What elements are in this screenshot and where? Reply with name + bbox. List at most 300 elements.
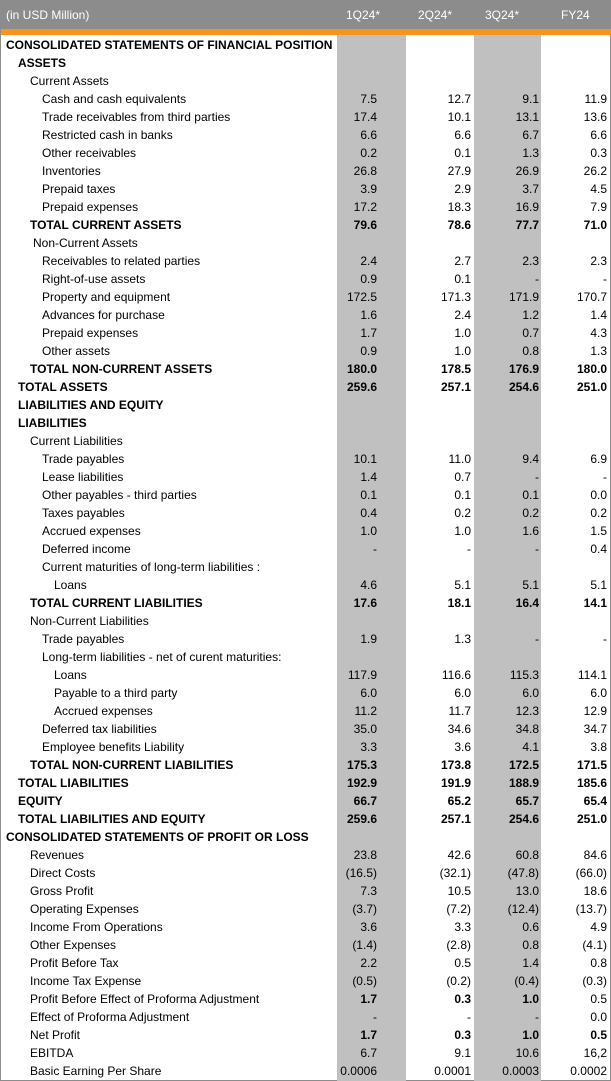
- table-row: [1, 180, 611, 198]
- row-label: Current Liabilities: [30, 434, 123, 448]
- row-label: TOTAL CURRENT LIABILITIES: [30, 596, 203, 610]
- cell-1q24: 7.3: [360, 884, 377, 898]
- cell-3q24: 1.6: [522, 524, 539, 538]
- cell-2q24: (0.2): [446, 974, 471, 988]
- cell-fy24: 26.2: [583, 164, 607, 178]
- cell-fy24: 180.0: [576, 362, 607, 376]
- row-label: Trade payables: [42, 452, 125, 466]
- cell-1q24: -: [373, 542, 377, 556]
- cell-2q24: 0.1: [454, 272, 471, 286]
- cell-3q24: 16.4: [515, 596, 539, 610]
- cell-3q24: 0.8: [522, 344, 539, 358]
- cell-2q24: 5.1: [454, 578, 471, 592]
- row-label: EQUITY: [18, 794, 63, 808]
- row-label: Basic Earning Per Share: [30, 1064, 162, 1078]
- row-label: Revenues: [30, 848, 85, 862]
- table-row: [1, 486, 611, 504]
- cell-2q24: 9.1: [454, 1046, 471, 1060]
- cell-2q24: 3.6: [454, 740, 471, 754]
- table-row: [1, 774, 611, 792]
- cell-fy24: 1.3: [590, 344, 607, 358]
- cell-fy24: 7.9: [590, 200, 607, 214]
- cell-3q24: 4.1: [522, 740, 539, 754]
- cell-2q24: 18.3: [447, 200, 471, 214]
- cell-2q24: 178.5: [440, 362, 471, 376]
- cell-1q24: 3.3: [360, 740, 377, 754]
- cell-1q24: 17.4: [353, 110, 377, 124]
- cell-2q24: 171.3: [440, 290, 471, 304]
- cell-fy24: 185.6: [576, 776, 607, 790]
- row-label: Other Expenses: [30, 938, 117, 952]
- row-label: Operating Expenses: [30, 902, 139, 916]
- cell-1q24: 2.2: [360, 956, 377, 970]
- cell-3q24: 16.9: [515, 200, 539, 214]
- cell-3q24: 254.6: [508, 380, 539, 394]
- row-label: Non-Current Liabilities: [30, 614, 149, 628]
- cell-2q24: 191.9: [440, 776, 471, 790]
- cell-1q24: 10.1: [353, 452, 377, 466]
- row-label: Loans: [54, 668, 87, 682]
- cell-2q24: (32.1): [439, 866, 471, 880]
- cell-fy24: 4.9: [590, 920, 607, 934]
- cell-1q24: 0.9: [360, 272, 377, 286]
- table-row: [1, 1026, 611, 1044]
- table-row: [1, 846, 611, 864]
- cell-fy24: 0.2: [590, 506, 607, 520]
- cell-2q24: (2.8): [446, 938, 471, 952]
- cell-1q24: 6.6: [360, 128, 377, 142]
- cell-fy24: 2.3: [590, 254, 607, 268]
- cell-fy24: 12.9: [583, 704, 607, 718]
- table-row: [1, 864, 611, 882]
- row-label: TOTAL NON-CURRENT ASSETS: [30, 362, 213, 376]
- row-label: Effect of Proforma Adjustment: [30, 1010, 190, 1024]
- cell-fy24: (13.7): [575, 902, 607, 916]
- cell-2q24: 78.6: [447, 218, 471, 232]
- table-row: [1, 972, 611, 990]
- cell-fy24: 3.8: [590, 740, 607, 754]
- cell-fy24: 16,2: [583, 1046, 607, 1060]
- table-row: [1, 918, 611, 936]
- unit-label: (in USD Million): [6, 8, 90, 22]
- row-label: Other payables - third parties: [42, 488, 197, 502]
- cell-1q24: 172.5: [346, 290, 377, 304]
- row-label: Non-Current Assets: [33, 236, 138, 250]
- cell-3q24: 1.3: [522, 146, 539, 160]
- row-label: Property and equipment: [42, 290, 171, 304]
- cell-1q24: 3.9: [360, 182, 377, 196]
- cell-1q24: 192.9: [346, 776, 377, 790]
- cell-2q24: 10.5: [447, 884, 471, 898]
- cell-2q24: 1.0: [454, 344, 471, 358]
- table-body: [1, 36, 611, 1080]
- cell-1q24: (1.4): [352, 938, 377, 952]
- cell-fy24: 34.7: [583, 722, 607, 736]
- table-row: [1, 288, 611, 306]
- cell-2q24: 11.0: [448, 452, 471, 466]
- cell-fy24: 1.5: [590, 524, 607, 538]
- row-label: Loans: [54, 578, 87, 592]
- cell-fy24: -: [603, 470, 607, 484]
- cell-2q24: 6.6: [454, 128, 471, 142]
- cell-3q24: 12.3: [515, 704, 539, 718]
- cell-3q24: 0.0003: [502, 1064, 539, 1078]
- cell-2q24: 257.1: [440, 812, 471, 826]
- row-label: Employee benefits Liability: [42, 740, 185, 754]
- row-label: Trade receivables from third parties: [42, 110, 231, 124]
- cell-2q24: 6.0: [454, 686, 471, 700]
- cell-fy24: -: [603, 272, 607, 286]
- table-row: [1, 108, 611, 126]
- table-row: [1, 936, 611, 954]
- table-row: [1, 378, 611, 396]
- table-row: [1, 162, 611, 180]
- table-row: [1, 882, 611, 900]
- cell-2q24: 65.2: [447, 794, 471, 808]
- cell-1q24: 1.7: [360, 1028, 377, 1042]
- cell-1q24: 0.2: [360, 146, 377, 160]
- cell-1q24: 1.4: [360, 470, 377, 484]
- row-label: Prepaid expenses: [42, 326, 139, 340]
- table-row: [1, 702, 611, 720]
- cell-2q24: 2.9: [454, 182, 471, 196]
- cell-3q24: 3.7: [522, 182, 539, 196]
- cell-3q24: 0.2: [522, 506, 539, 520]
- row-label: Net Profit: [30, 1028, 81, 1042]
- cell-fy24: 4.3: [590, 326, 607, 340]
- table-row: [1, 738, 611, 756]
- table-row: [1, 414, 611, 432]
- row-label: Current Assets: [30, 74, 109, 88]
- cell-3q24: 6.7: [522, 128, 539, 142]
- cell-3q24: 0.6: [522, 920, 539, 934]
- cell-1q24: 17.6: [353, 596, 377, 610]
- cell-1q24: 26.8: [353, 164, 377, 178]
- cell-3q24: -: [535, 1010, 539, 1024]
- cell-3q24: 0.8: [522, 938, 539, 952]
- row-label: Accrued expenses: [42, 524, 141, 538]
- cell-1q24: 0.1: [360, 488, 377, 502]
- cell-fy24: 1.4: [590, 308, 607, 322]
- cell-1q24: 4.6: [360, 578, 377, 592]
- table-row: [1, 720, 611, 738]
- cell-2q24: 10.1: [447, 110, 471, 124]
- table-row: [1, 954, 611, 972]
- cell-2q24: 1.0: [454, 326, 471, 340]
- cell-2q24: 42.6: [447, 848, 471, 862]
- row-label: CONSOLIDATED STATEMENTS OF FINANCIAL POSITION: [6, 38, 333, 52]
- row-label: Gross Profit: [30, 884, 94, 898]
- row-label: Restricted cash in banks: [42, 128, 173, 142]
- cell-3q24: 9.4: [522, 452, 539, 466]
- cell-1q24: 6.7: [360, 1046, 377, 1060]
- cell-2q24: 1.0: [454, 524, 471, 538]
- row-label: Payable to a third party: [54, 686, 178, 700]
- cell-fy24: 65.4: [583, 794, 607, 808]
- table-row: [1, 216, 611, 234]
- table-header: [1, 1, 611, 29]
- table-row: [1, 630, 611, 648]
- cell-1q24: 117.9: [347, 668, 377, 682]
- cell-2q24: 27.9: [447, 164, 471, 178]
- cell-1q24: (16.5): [345, 866, 377, 880]
- table-row: [1, 450, 611, 468]
- cell-3q24: 1.4: [522, 956, 539, 970]
- cell-fy24: 18.6: [583, 884, 607, 898]
- table-row: [1, 576, 611, 594]
- cell-3q24: 60.8: [515, 848, 539, 862]
- cell-3q24: 1.2: [522, 308, 539, 322]
- cell-2q24: 0.2: [454, 506, 471, 520]
- cell-1q24: 0.4: [360, 506, 377, 520]
- cell-1q24: 23.8: [353, 848, 377, 862]
- cell-3q24: 172.5: [508, 758, 539, 772]
- cell-fy24: 0.5: [590, 1028, 607, 1042]
- table-row: [1, 126, 611, 144]
- cell-1q24: 1.9: [360, 632, 377, 646]
- cell-1q24: 1.7: [360, 992, 377, 1006]
- cell-fy24: 11.9: [584, 92, 607, 106]
- row-label: Income Tax Expense: [30, 974, 142, 988]
- row-label: Long-term liabilities - net of curent maturities:: [42, 650, 282, 664]
- cell-2q24: 2.7: [454, 254, 471, 268]
- table-row: [1, 468, 611, 486]
- row-label: Lease liabilities: [42, 470, 124, 484]
- table-row: [1, 810, 611, 828]
- table-row: [1, 900, 611, 918]
- row-label: Deferred income: [42, 542, 131, 556]
- row-label: Receivables to related parties: [42, 254, 201, 268]
- cell-1q24: 11.2: [354, 704, 377, 718]
- cell-fy24: 251.0: [576, 812, 607, 826]
- row-label: EBITDA: [30, 1046, 74, 1060]
- cell-1q24: 17.2: [353, 200, 377, 214]
- cell-1q24: 1.0: [360, 524, 377, 538]
- row-label: Deferred tax liabilities: [42, 722, 157, 736]
- cell-3q24: (12.4): [507, 902, 539, 916]
- row-label: Cash and cash equivalents: [42, 92, 187, 106]
- cell-2q24: 0.3: [454, 1028, 471, 1042]
- cell-3q24: 13.0: [515, 884, 539, 898]
- cell-1q24: 259.6: [346, 812, 377, 826]
- cell-1q24: 1.6: [360, 308, 377, 322]
- cell-2q24: -: [467, 542, 471, 556]
- cell-1q24: 175.3: [346, 758, 377, 772]
- cell-1q24: (3.7): [352, 902, 377, 916]
- row-label: ASSETS: [18, 56, 67, 70]
- row-label: LIABILITIES: [18, 416, 87, 430]
- cell-3q24: 171.9: [508, 290, 539, 304]
- cell-3q24: 13.1: [515, 110, 539, 124]
- row-label: Current maturities of long-term liabilities :: [42, 560, 261, 574]
- cell-fy24: 6.6: [590, 128, 607, 142]
- row-label: Inventories: [42, 164, 101, 178]
- cell-2q24: 257.1: [440, 380, 471, 394]
- cell-2q24: -: [467, 1010, 471, 1024]
- table-row: [1, 522, 611, 540]
- cell-fy24: -: [603, 632, 607, 646]
- cell-3q24: 115.3: [509, 668, 539, 682]
- column-header-2q24: 2Q24*: [418, 8, 453, 22]
- cell-2q24: 1.3: [454, 632, 471, 646]
- cell-fy24: 0.0002: [570, 1064, 607, 1078]
- cell-2q24: 173.8: [440, 758, 471, 772]
- column-header-1q24: 1Q24*: [346, 8, 381, 22]
- cell-2q24: 2.4: [454, 308, 471, 322]
- cell-3q24: 1.0: [522, 1028, 539, 1042]
- cell-3q24: 6.0: [522, 686, 539, 700]
- table-row: [1, 54, 611, 72]
- cell-3q24: 176.9: [508, 362, 539, 376]
- table-row: [1, 666, 611, 684]
- table-row: [1, 234, 611, 252]
- cell-fy24: 170.7: [576, 290, 607, 304]
- cell-1q24: 35.0: [353, 722, 377, 736]
- row-label: Other assets: [42, 344, 111, 358]
- cell-2q24: 0.0001: [434, 1064, 471, 1078]
- row-label: Taxes payables: [42, 506, 125, 520]
- cell-1q24: -: [373, 1010, 377, 1024]
- table-row: [1, 558, 611, 576]
- cell-1q24: 180.0: [346, 362, 377, 376]
- cell-2q24: 0.5: [454, 956, 471, 970]
- row-label: Prepaid expenses: [42, 200, 139, 214]
- cell-fy24: 5.1: [590, 578, 607, 592]
- cell-3q24: 77.7: [515, 218, 539, 232]
- table-row: [1, 396, 611, 414]
- cell-fy24: 0.5: [590, 992, 607, 1006]
- cell-1q24: 259.6: [346, 380, 377, 394]
- cell-fy24: (4.1): [582, 938, 607, 952]
- row-label: TOTAL NON-CURRENT LIABILITIES: [30, 758, 234, 772]
- table-row: [1, 36, 611, 54]
- cell-1q24: 1.7: [360, 326, 377, 340]
- table-row: [1, 540, 611, 558]
- row-label: LIABILITIES AND EQUITY: [18, 398, 164, 412]
- cell-3q24: -: [535, 542, 539, 556]
- row-label: Trade payables: [42, 632, 125, 646]
- cell-fy24: 13.6: [583, 110, 607, 124]
- cell-1q24: 6.0: [360, 686, 377, 700]
- cell-fy24: 14.1: [583, 596, 607, 610]
- table-row: [1, 594, 611, 612]
- cell-1q24: 0.9: [360, 344, 377, 358]
- cell-3q24: -: [535, 272, 539, 286]
- cell-3q24: 2.3: [522, 254, 539, 268]
- cell-3q24: -: [535, 470, 539, 484]
- table-row: [1, 1062, 611, 1080]
- row-label: Income From Operations: [30, 920, 163, 934]
- cell-2q24: 0.7: [454, 470, 471, 484]
- table-row: [1, 342, 611, 360]
- cell-1q24: 66.7: [353, 794, 377, 808]
- cell-fy24: 251.0: [576, 380, 607, 394]
- cell-3q24: 26.9: [515, 164, 539, 178]
- cell-3q24: 5.1: [522, 578, 539, 592]
- table-row: [1, 828, 611, 846]
- table-row: [1, 198, 611, 216]
- table-row: [1, 612, 611, 630]
- cell-fy24: 0.4: [590, 542, 607, 556]
- cell-1q24: 3.6: [360, 920, 377, 934]
- table-row: [1, 432, 611, 450]
- cell-fy24: (0.3): [582, 974, 607, 988]
- cell-2q24: 12.7: [447, 92, 471, 106]
- cell-fy24: 0.8: [590, 956, 607, 970]
- cell-fy24: 114.1: [577, 668, 607, 682]
- cell-fy24: 171.5: [576, 758, 607, 772]
- row-label: Direct Costs: [30, 866, 96, 880]
- row-label: TOTAL ASSETS: [18, 380, 108, 394]
- row-label: Accrued expenses: [54, 704, 153, 718]
- cell-fy24: 6.0: [590, 686, 607, 700]
- table-row: [1, 504, 611, 522]
- row-label: Prepaid taxes: [42, 182, 116, 196]
- table-row: [1, 252, 611, 270]
- row-label: TOTAL LIABILITIES AND EQUITY: [18, 812, 206, 826]
- cell-3q24: 254.6: [508, 812, 539, 826]
- cell-2q24: 34.6: [447, 722, 471, 736]
- cell-3q24: 9.1: [522, 92, 539, 106]
- row-label: Profit Before Effect of Proforma Adjustment: [30, 992, 260, 1006]
- cell-1q24: 7.5: [360, 92, 377, 106]
- cell-fy24: (66.0): [575, 866, 607, 880]
- table-row: [1, 684, 611, 702]
- cell-fy24: 71.0: [583, 218, 607, 232]
- cell-2q24: 18.1: [447, 596, 471, 610]
- column-header-3q24: 3Q24*: [485, 8, 520, 22]
- cell-3q24: (47.8): [507, 866, 539, 880]
- table-row: [1, 90, 611, 108]
- cell-3q24: 1.0: [522, 992, 539, 1006]
- table-row: [1, 270, 611, 288]
- cell-2q24: 0.1: [454, 488, 471, 502]
- cell-1q24: 2.4: [360, 254, 377, 268]
- row-label: Profit Before Tax: [30, 956, 119, 970]
- cell-2q24: 3.3: [454, 920, 471, 934]
- row-label: Advances for purchase: [42, 308, 165, 322]
- cell-3q24: (0.4): [514, 974, 539, 988]
- table-row: [1, 792, 611, 810]
- cell-fy24: 84.6: [583, 848, 607, 862]
- column-header-fy24: FY24: [561, 8, 590, 22]
- table-row: [1, 1044, 611, 1062]
- row-label: Other receivables: [42, 146, 137, 160]
- cell-2q24: 116.6: [441, 668, 471, 682]
- cell-fy24: 0.3: [590, 146, 607, 160]
- cell-3q24: 10.6: [515, 1046, 539, 1060]
- cell-2q24: 0.3: [454, 992, 471, 1006]
- table-row: [1, 72, 611, 90]
- row-label: Right-of-use assets: [42, 272, 146, 286]
- cell-fy24: 0.0: [590, 488, 607, 502]
- table-row: [1, 756, 611, 774]
- row-label: CONSOLIDATED STATEMENTS OF PROFIT OR LOSS: [6, 830, 309, 844]
- table-row: [1, 144, 611, 162]
- cell-1q24: 0.0006: [340, 1064, 377, 1078]
- table-row: [1, 324, 611, 342]
- cell-fy24: 6.9: [590, 452, 607, 466]
- cell-fy24: 4.5: [590, 182, 607, 196]
- table-row: [1, 648, 611, 666]
- table-row: [1, 360, 611, 378]
- row-label: TOTAL CURRENT ASSETS: [30, 218, 182, 232]
- cell-3q24: 188.9: [508, 776, 539, 790]
- cell-3q24: 34.8: [515, 722, 539, 736]
- cell-fy24: 0.0: [590, 1010, 607, 1024]
- cell-3q24: 65.7: [515, 794, 539, 808]
- cell-3q24: -: [535, 632, 539, 646]
